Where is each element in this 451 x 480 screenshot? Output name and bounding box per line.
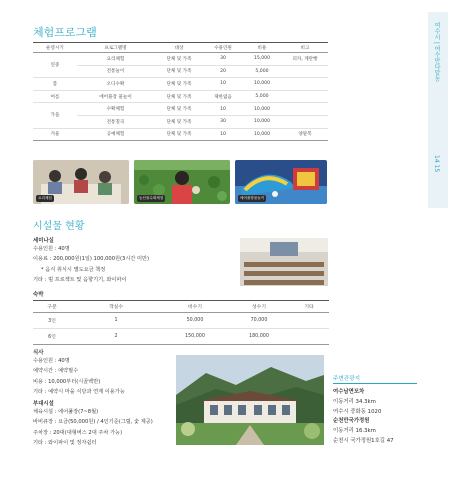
- note-cell: [282, 78, 328, 91]
- season-cell: 여름: [33, 90, 77, 103]
- etc-cell: [289, 313, 329, 329]
- cost-cell: 5,000: [242, 90, 282, 103]
- table-row: [33, 78, 328, 91]
- seminar-line: 기타 : 빔 프로젝트 및 음향기기, 와이파이: [33, 276, 127, 283]
- photo-building-illustration: [176, 355, 324, 445]
- seminar-info: [33, 244, 149, 285]
- lodging-table: [33, 300, 329, 345]
- extra-heading: 부대시설: [33, 401, 54, 407]
- extra-line: 주차장 : 20대(대형버스 2대 주차 가능): [33, 429, 123, 436]
- photo-seminar: [240, 238, 328, 286]
- col-header: 기타: [289, 301, 329, 313]
- target-cell: 단체 및 가족: [154, 53, 204, 66]
- note-cell: [282, 115, 328, 128]
- program-table: [33, 42, 328, 141]
- dining-heading: 식사: [33, 350, 44, 356]
- rooms-cell: 1: [71, 313, 161, 329]
- place-address: 순천시 국가정원1호길 47: [333, 437, 394, 444]
- off-season-cell: 150,000: [161, 329, 229, 345]
- lodging-heading: 숙박: [33, 292, 44, 298]
- extra-line: 바비큐장 : 요금(50,000원) / 4인기준(그릴, 숯 제공): [33, 419, 153, 426]
- capacity-cell: 10: [204, 78, 242, 91]
- table-row: [33, 128, 328, 141]
- note-cell: [282, 103, 328, 116]
- season-cell: 가을: [33, 103, 77, 128]
- capacity-cell: 20: [204, 65, 242, 78]
- table-row: [33, 329, 329, 345]
- col-header: 객실수: [71, 301, 161, 313]
- rooms-cell: 2: [71, 329, 161, 345]
- nearby-heading: 주변관광지: [333, 376, 361, 382]
- side-title: 여수시 | 여수만다알농: [433, 22, 440, 82]
- col-header: 프로그램명: [77, 43, 154, 53]
- table-row: [33, 65, 328, 78]
- dining-line: 기타 : 예약시 마을 식당과 연계 이용가능: [33, 388, 125, 395]
- photo-airpool: [235, 160, 327, 204]
- place-distance: 이동거리 16.3km: [333, 428, 376, 435]
- col-header: 비고: [282, 43, 328, 53]
- dining-line: 비용 : 10,000부터(시골백반): [33, 378, 101, 385]
- program-cell: 요리체험: [77, 53, 154, 66]
- col-header: 성수기: [229, 301, 289, 313]
- target-cell: 단체 및 가족: [154, 128, 204, 141]
- note-cell: [282, 90, 328, 103]
- photo-harvest: [134, 160, 230, 204]
- place-distance: 이동거리 34.3km: [333, 398, 376, 405]
- season-cell: 봄: [33, 78, 77, 91]
- table-row: [33, 53, 328, 66]
- peak-season-cell: 70,000: [229, 313, 289, 329]
- capacity-cell: 10: [204, 128, 242, 141]
- lodging-table-header: [33, 301, 329, 313]
- program-cell: 수확체험: [77, 103, 154, 116]
- target-cell: 단체 및 가족: [154, 65, 204, 78]
- off-season-cell: 50,000: [161, 313, 229, 329]
- section-title-facilities: 시설물 현황: [33, 221, 85, 232]
- seminar-heading: 세미나실: [33, 238, 54, 244]
- note-cell: [282, 65, 328, 78]
- page-number: 14 15: [433, 155, 440, 173]
- place-name: 순천만국가정원: [333, 418, 370, 425]
- peak-season-cell: 180,000: [229, 329, 289, 345]
- nearby-list: [333, 388, 423, 447]
- target-cell: 단체 및 가족: [154, 103, 204, 116]
- capacity-cell: 제한없음: [204, 90, 242, 103]
- place-name: 여수남면포차: [333, 389, 365, 395]
- cost-cell: 10,000: [242, 128, 282, 141]
- nearby-divider: [333, 383, 417, 384]
- capacity-cell: 30: [204, 53, 242, 66]
- program-cell: 오디수확: [77, 78, 154, 91]
- program-cell: 에어풀장 물놀이: [77, 90, 154, 103]
- program-cell: 전통칠곡: [77, 115, 154, 128]
- extra-line: 기타 : 와이파이 및 정자쉼터: [33, 439, 97, 446]
- type-cell: 3인: [33, 313, 71, 329]
- cost-cell: 10,000: [242, 115, 282, 128]
- photo-caption: 요리체험: [38, 196, 52, 200]
- note-cell: 피자, 계란빵: [282, 53, 328, 66]
- col-header: 구분: [33, 301, 71, 313]
- col-header: 대상: [154, 43, 204, 53]
- etc-cell: [289, 329, 329, 345]
- photo-seminar-illustration: [240, 238, 328, 286]
- seminar-line: 이용료 : 200,000원(1일) 100,000원(3시간 미만): [33, 256, 150, 263]
- program-cell: 전통놀이: [77, 65, 154, 78]
- section-title-programs: 체험프로그램: [33, 26, 97, 39]
- season-cell: 겨울: [33, 128, 77, 141]
- target-cell: 단체 및 가족: [154, 115, 204, 128]
- program-cell: 공예체험: [77, 128, 154, 141]
- col-header: 수용인원: [204, 43, 242, 53]
- dining-info: [33, 356, 125, 397]
- table-row: [33, 115, 328, 128]
- photo-cooking: [33, 160, 129, 204]
- cost-cell: 15,000: [242, 53, 282, 66]
- col-header: 비수기: [161, 301, 229, 313]
- note-cell: 양말복: [282, 128, 328, 141]
- place-address: 여수시 중화동 1020: [333, 408, 382, 415]
- extra-line: 체육시설 : 에어풀장(7~8월): [33, 409, 99, 415]
- type-cell: 6인: [33, 329, 71, 345]
- cost-cell: 5,000: [242, 65, 282, 78]
- capacity-cell: 30: [204, 115, 242, 128]
- table-row: [33, 313, 329, 329]
- table-row: [33, 90, 328, 103]
- photo-caption: 농산물수확체험: [139, 196, 164, 200]
- seminar-line: * 음식 취식시 별도요금 책정: [41, 266, 106, 273]
- season-cell: 연중: [33, 53, 77, 78]
- dining-line: 예약시간 : 예약필수: [33, 368, 79, 375]
- program-table-header: [33, 43, 328, 53]
- seminar-line: 수용인원 : 40명: [33, 246, 70, 252]
- table-row: [33, 103, 328, 116]
- target-cell: 단체 및 가족: [154, 78, 204, 91]
- col-header: 비용: [242, 43, 282, 53]
- extra-info: [33, 407, 153, 448]
- cost-cell: 10,000: [242, 103, 282, 116]
- photo-caption: 에어풀장물놀이: [240, 196, 265, 200]
- target-cell: 단체 및 가족: [154, 90, 204, 103]
- dining-line: 수용인원 : 40명: [33, 358, 70, 364]
- cost-cell: 10,000: [242, 78, 282, 91]
- photo-building: [176, 355, 324, 445]
- capacity-cell: 10: [204, 103, 242, 116]
- col-header: 운영시기: [33, 43, 77, 53]
